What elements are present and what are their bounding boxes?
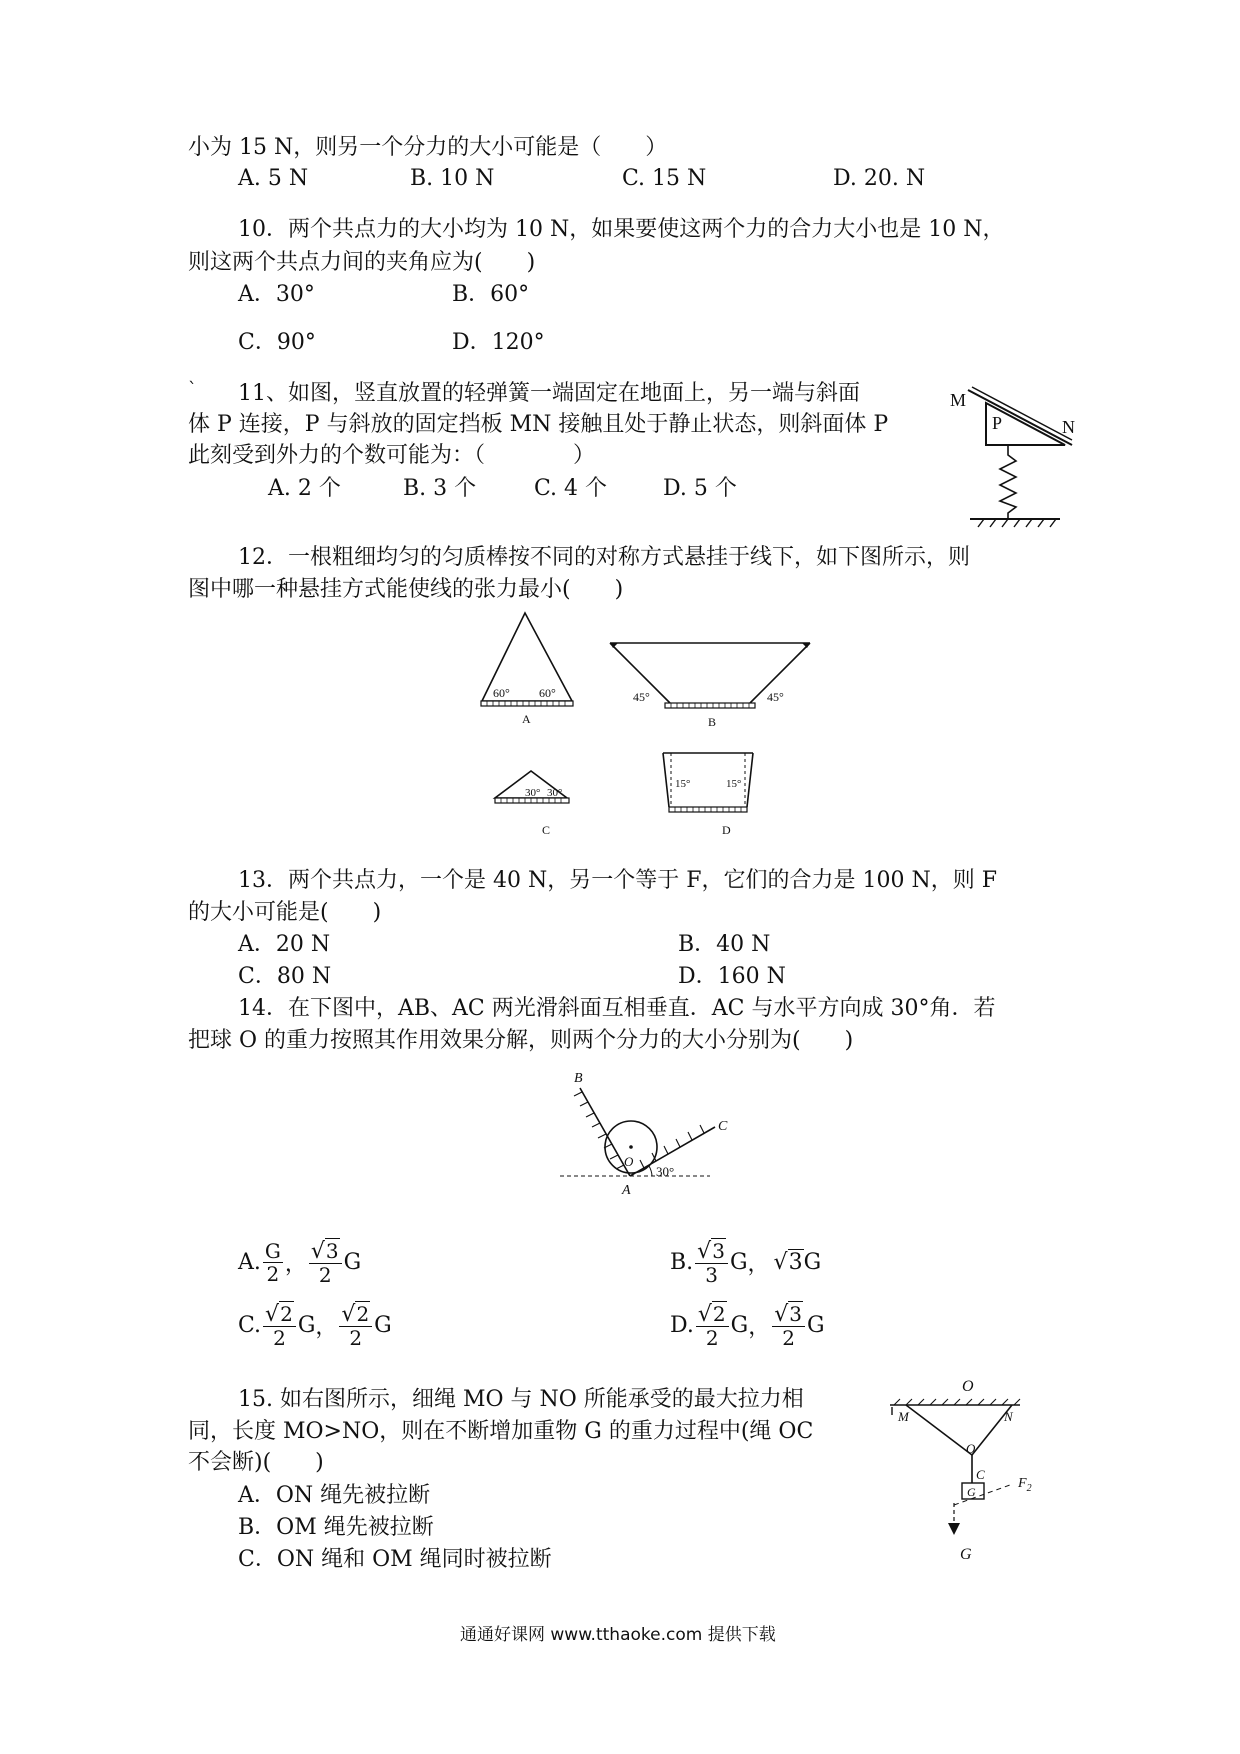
label-b: B: [574, 1071, 583, 1086]
q14-option-b: B. $\frac{√3}{3}$ G ， √3 G: [670, 1238, 822, 1287]
label-m: M: [950, 390, 967, 410]
fig-c: [495, 771, 569, 837]
fraction: $\frac{√3}{2}$: [772, 1302, 805, 1349]
q11-option-a: A. 2 个: [268, 476, 341, 501]
q12-line1: 12．一根粗细均匀的匀质棒按不同的对称方式悬挂于线下，如下图所示，则: [238, 545, 970, 570]
q10-option-d: D．120°: [452, 330, 545, 355]
rope-weight-figure: [880, 1375, 1060, 1565]
label-o-top: O: [962, 1378, 974, 1395]
label-n: N: [1004, 1409, 1013, 1424]
angle-30: 30°: [656, 1164, 675, 1179]
q14-option-a: A. $\frac{G}{2}$ ， $\frac{√3}{2}$ G: [238, 1238, 362, 1287]
q14-option-c: C. $\frac{√2}{2}$ G ， $\frac{√2}{2}$ G: [238, 1301, 392, 1350]
label-c: C: [718, 1119, 728, 1134]
q13-option-d: D．160 N: [678, 964, 786, 989]
label-n: N: [1062, 417, 1075, 437]
q11-option-c: C. 4 个: [534, 476, 608, 501]
q9-option-a: A. 5 N: [238, 166, 309, 191]
label-d: D: [722, 823, 731, 837]
q9-option-d: D. 20. N: [833, 166, 926, 191]
label-f2: $F_2$: [1018, 1476, 1032, 1494]
angle-a1: 60°: [493, 686, 510, 700]
q9-option-b: B. 10 N: [410, 166, 495, 191]
q10-option-b: B．60°: [452, 282, 530, 307]
label-g: G: [960, 1546, 972, 1563]
angle-b2: 45°: [767, 690, 784, 704]
angle-d2: 15°: [726, 778, 742, 790]
q15-option-a: A．ON 绳先被拉断: [238, 1483, 431, 1508]
q15-option-b: B．OM 绳先被拉断: [238, 1515, 434, 1540]
q10-line2: 则这两个共点力间的夹角应为( ): [188, 250, 536, 275]
fraction: $\frac{√3}{2}$: [309, 1239, 342, 1286]
fig-a: [481, 613, 573, 726]
q13-line1: 13．两个共点力，一个是 40 N，另一个等于 F，它们的合力是 100 N，则 F: [238, 868, 997, 893]
q15-option-c: C．ON 绳和 OM 绳同时被拉断: [238, 1547, 552, 1572]
label-p: P: [992, 413, 1003, 433]
q9-text: 小为 15 N，则另一个分力的大小可能是（ ）: [188, 135, 668, 160]
q9-option-c: C. 15 N: [622, 166, 707, 191]
label-a: A: [622, 1183, 631, 1198]
ball-incline-figure: [560, 1070, 760, 1200]
q11-line2: 体 P 连接，P 与斜放的固定挡板 MN 接触且处于静止状态，则斜面体 P: [188, 412, 889, 437]
fig-d: [663, 753, 753, 837]
q11-option-d: D. 5 个: [663, 476, 737, 501]
label-o: O: [624, 1154, 634, 1169]
q14-line2: 把球 O 的重力按照其作用效果分解，则两个分力的大小分别为( ): [188, 1028, 854, 1053]
label-o: O: [966, 1441, 976, 1456]
q10-option-a: A．30°: [238, 282, 315, 307]
label-a: A: [522, 712, 531, 726]
angle-c1: 30°: [525, 787, 541, 799]
q11-line1: 11、如图，竖直放置的轻弹簧一端固定在地面上，另一端与斜面: [238, 381, 860, 406]
q14-option-d: D. $\frac{√2}{2}$ G ， $\frac{√3}{2}$ G: [670, 1301, 825, 1350]
q15-line3: 不会断)( ): [188, 1450, 324, 1475]
label-b: B: [708, 715, 717, 729]
label-m: M: [898, 1409, 909, 1424]
angle-a2: 60°: [539, 686, 556, 700]
q15-line1: 15. 如右图所示，细绳 MO 与 NO 所能承受的最大拉力相: [238, 1387, 804, 1412]
spring-incline-figure: [920, 385, 1080, 535]
q11-line3: 此刻受到外力的个数可能为：（ ）: [188, 443, 596, 468]
q13-line2: 的大小可能是( ): [188, 900, 382, 925]
angle-b1: 45°: [633, 690, 650, 704]
stray-mark: `: [188, 379, 197, 400]
suspension-figures: [475, 605, 825, 845]
fig-b: [610, 643, 810, 729]
q13-option-a: A．20 N: [238, 932, 331, 957]
label-c: C: [976, 1467, 985, 1482]
q15-line2: 同，长度 MO>NO，则在不断增加重物 G 的重力过程中(绳 OC: [188, 1419, 814, 1444]
q13-option-b: B．40 N: [678, 932, 771, 957]
fraction: $\frac{G}{2}$: [264, 1238, 281, 1286]
fraction: $\frac{√2}{2}$: [696, 1302, 729, 1349]
fraction: $\frac{√3}{3}$: [695, 1239, 728, 1286]
q11-option-b: B. 3 个: [403, 476, 477, 501]
q12-line2: 图中哪一种悬挂方式能使线的张力最小( ): [188, 577, 624, 602]
angle-d1: 15°: [675, 778, 691, 790]
q13-option-c: C．80 N: [238, 964, 332, 989]
q10-line1: 10．两个共点力的大小均为 10 N，如果要使这两个力的合力大小也是 10 N，: [238, 217, 1005, 242]
fraction: $\frac{√2}{2}$: [339, 1302, 372, 1349]
footer-text: 通通好课网 www.tthaoke.com 提供下载: [460, 1625, 776, 1645]
fraction: $\frac{√2}{2}$: [263, 1302, 296, 1349]
angle-c2: 30°: [547, 787, 563, 799]
label-g-box: G: [967, 1485, 976, 1499]
q14-line1: 14．在下图中，AB、AC 两光滑斜面互相垂直．AC 与水平方向成 30°角．若: [238, 996, 996, 1021]
q10-option-c: C．90°: [238, 330, 316, 355]
label-c: C: [542, 823, 551, 837]
